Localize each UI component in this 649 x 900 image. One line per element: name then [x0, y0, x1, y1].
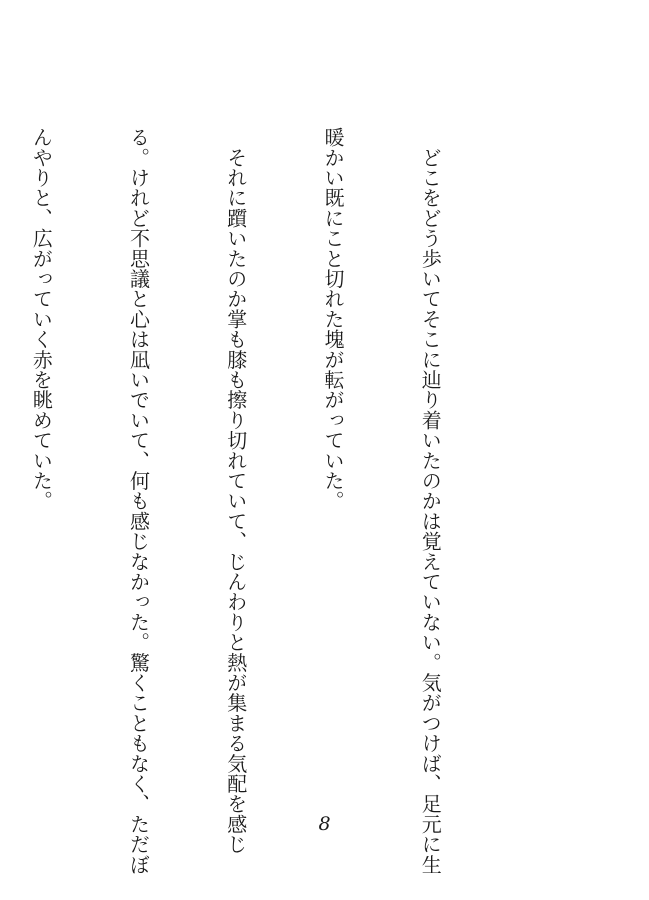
- page-number: 8: [318, 813, 331, 835]
- text-line: どこをどう歩いてそこに辿り着いたのかは覚えていない。気がつけば、足元に生: [418, 127, 443, 875]
- text-line: んやりと、広がっていく赤を眺めていた。: [29, 127, 54, 511]
- text-line: る。けれど不思議と心は凪いでいて、何も感じなかった。驚くこともなく、ただぼ: [126, 127, 151, 875]
- text-line: 暖かい既にこと切れた塊が転がっていた。: [320, 127, 345, 511]
- body-text: [0, 127, 511, 875]
- text-line: それに躓いたのか掌も膝も擦り切れていて、じんわりと熱が集まる気配を感じ: [223, 127, 248, 855]
